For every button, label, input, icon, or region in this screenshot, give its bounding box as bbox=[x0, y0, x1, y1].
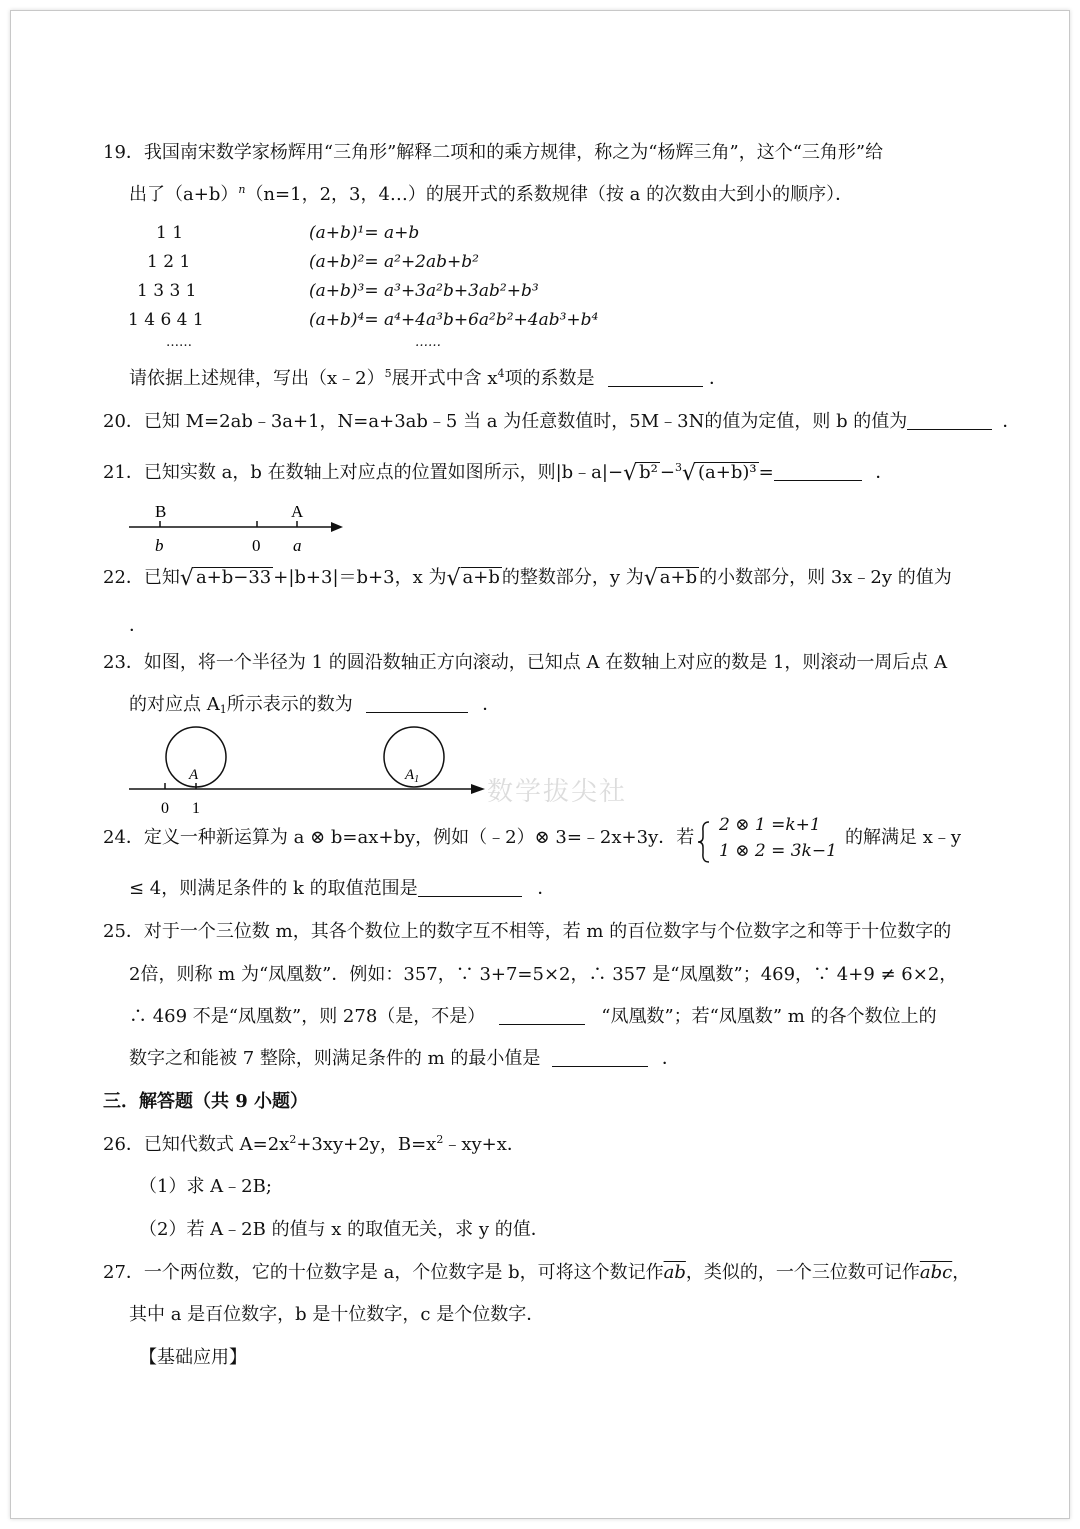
q24-line1: 24．定义一种新运算为 a ⊗ b=ax+by，例如（﹣2）⊗ 3=﹣2x+3y．若 bbox=[103, 827, 695, 848]
q19-line1: 19．我国南宋数学家杨辉用“三角形”解释二项和的乘方规律，称之为“杨辉三角”，这个“三角形”给 bbox=[103, 142, 884, 163]
triangle-row-ellipsis: …… bbox=[166, 335, 192, 350]
expansion-4: (a+b)⁴= a⁴+4a³b+6a²b²+4ab³+b⁴ bbox=[309, 310, 599, 330]
q25-answer-blank-1[interactable] bbox=[499, 1006, 585, 1025]
q21-number-line bbox=[123, 501, 353, 563]
expansion-ellipsis: …… bbox=[415, 335, 441, 350]
q24-line2: ≤ 4，则满足条件的 k 的取值范围是 ． bbox=[129, 878, 556, 899]
q27-subheading: 【基础应用】 bbox=[139, 1347, 247, 1368]
q26-line1: 26．已知代数式 $A=2x^2+3xy+2y$，$B=x^2﹣xy+x$． bbox=[103, 1133, 525, 1155]
q21-sqrt-b2: b² bbox=[639, 462, 658, 483]
number-line-arrow-icon bbox=[331, 522, 343, 532]
tick-one-label: 1 bbox=[192, 800, 200, 817]
q27-line2: 其中 a 是百位数字，b 是十位数字，c 是个位数字． bbox=[129, 1304, 545, 1325]
q24-brace-icon bbox=[695, 819, 715, 865]
zero-label: 0 bbox=[252, 536, 261, 555]
q19-line3: 请依据上述规律，写出（x﹣2）$^5$展开式中含 $x^4$项的系数是 ． bbox=[129, 367, 727, 389]
q25-line1: 25．对于一个三位数 m，其各个数位上的数字互不相等，若 m 的百位数字与个位数字之和等于十位数字的 bbox=[103, 921, 952, 942]
q26-sub-2: （2）若 A﹣2B 的值与 x 的取值无关，求 y 的值． bbox=[139, 1219, 549, 1240]
q24-line1-end: 的解满足 x﹣y bbox=[845, 827, 962, 848]
value-a-label: a bbox=[293, 536, 302, 555]
q23-arrow-icon bbox=[471, 784, 485, 794]
q23-rolling-circle-figure bbox=[123, 723, 493, 823]
triangle-row-4: 1 4 6 4 1 bbox=[128, 310, 204, 330]
q23-line2: 的对应点 $A_1$所示表示的数为 ． bbox=[129, 694, 501, 716]
q26-sub-1: （1）求 A﹣2B; bbox=[139, 1176, 272, 1197]
triangle-row-2: 1 2 1 bbox=[147, 252, 191, 272]
expansion-1: (a+b)¹= a+b bbox=[309, 223, 420, 243]
q22-sqrt-2: a+b bbox=[462, 567, 500, 588]
q20-line: 20．已知 M=2ab﹣3a+1，N=a+3ab﹣5 当 a 为任意数值时，5M﹣3N的值为定值，则 b 的值为 ． bbox=[103, 411, 1021, 432]
q23-line1: 23．如图，将一个半径为 1 的圆沿数轴正方向滚动，已知点 A 在数轴上对应的数是 1，则滚动一周后点 A bbox=[103, 652, 948, 673]
q22-sqrt-3: a+b bbox=[659, 567, 698, 588]
point-A-label: A bbox=[291, 502, 304, 521]
q22-line2: ． bbox=[129, 615, 147, 636]
q24-answer-blank[interactable] bbox=[418, 878, 522, 897]
q24-equation-2: 1 ⊗ 2 = 3k−1 bbox=[719, 841, 837, 861]
q25-answer-blank-2[interactable] bbox=[552, 1048, 648, 1067]
section-3-heading: 三．解答题（共 9 小题） bbox=[103, 1091, 309, 1112]
point-A-label: A bbox=[189, 767, 199, 783]
overline-abc: $\overline{abc}$ bbox=[919, 1262, 953, 1283]
q21-answer-blank[interactable] bbox=[774, 462, 862, 481]
q24-equation-1: 2 ⊗ 1 =k+1 bbox=[719, 815, 821, 835]
point-A1-label: $A_1$ bbox=[405, 767, 420, 785]
q22-line1: 22．已知√ a+b−33 +|b+3|＝b+3，x 为√ a+b 的整数部分，y 为√ a+b 的小数部分，则 3x﹣2y 的值为 bbox=[103, 566, 952, 591]
tick-zero-label: 0 bbox=[161, 800, 169, 817]
q21-line: 21．已知实数 a，b 在数轴上对应点的位置如图所示，则|b﹣a|−√ b² −$^3$√ (a+b)³ = ． bbox=[103, 461, 894, 486]
q23-answer-blank[interactable] bbox=[366, 694, 468, 713]
expansion-2: (a+b)²= a²+2ab+b² bbox=[309, 252, 479, 272]
q19-answer-blank[interactable] bbox=[608, 368, 703, 387]
q21-cbrt: (a+b)³ bbox=[697, 462, 757, 483]
q22-sqrt-1: a+b−33 bbox=[195, 567, 272, 588]
overline-ab: $\overline{ab}$ bbox=[663, 1262, 686, 1283]
exam-page bbox=[10, 10, 1070, 1519]
watermark: 数学拔尖社 bbox=[487, 777, 628, 807]
q20-answer-blank[interactable] bbox=[907, 411, 992, 430]
q25-line4: 数字之和能被 7 整除，则满足条件的 m 的最小值是 ． bbox=[129, 1048, 680, 1069]
q25-line2: 2倍，则称 m 为“凤凰数”．例如：357，∵ 3+7=5×2，∴ 357 是“凤凰数”；469，∵ 4+9 ≠ 6×2， bbox=[129, 964, 958, 985]
triangle-row-3: 1 3 3 1 bbox=[137, 281, 197, 301]
expansion-3: (a+b)³= a³+3a²b+3ab²+b³ bbox=[309, 281, 539, 301]
triangle-row-1: 1 1 bbox=[156, 223, 184, 243]
value-b-label: b bbox=[155, 536, 164, 555]
q27-line1: 27．一个两位数，它的十位数字是 a，个位数字是 b，可将这个数记作$\overline{ab}$，类似的，一个三位数可记作$\overline{abc}$， bbox=[103, 1262, 971, 1283]
point-B-label: B bbox=[155, 502, 167, 521]
q19-line2: 出了$(a+b)^n(n=1$，2，3，4…）的展开式的系数规律（按 a 的次数由大到小的顺序）． bbox=[129, 183, 854, 205]
q25-line3: ∴ 469 不是“凤凰数”，则 278（是，不是） “凤凰数”；若“凤凰数” m 的各个数位上的 bbox=[129, 1006, 937, 1027]
